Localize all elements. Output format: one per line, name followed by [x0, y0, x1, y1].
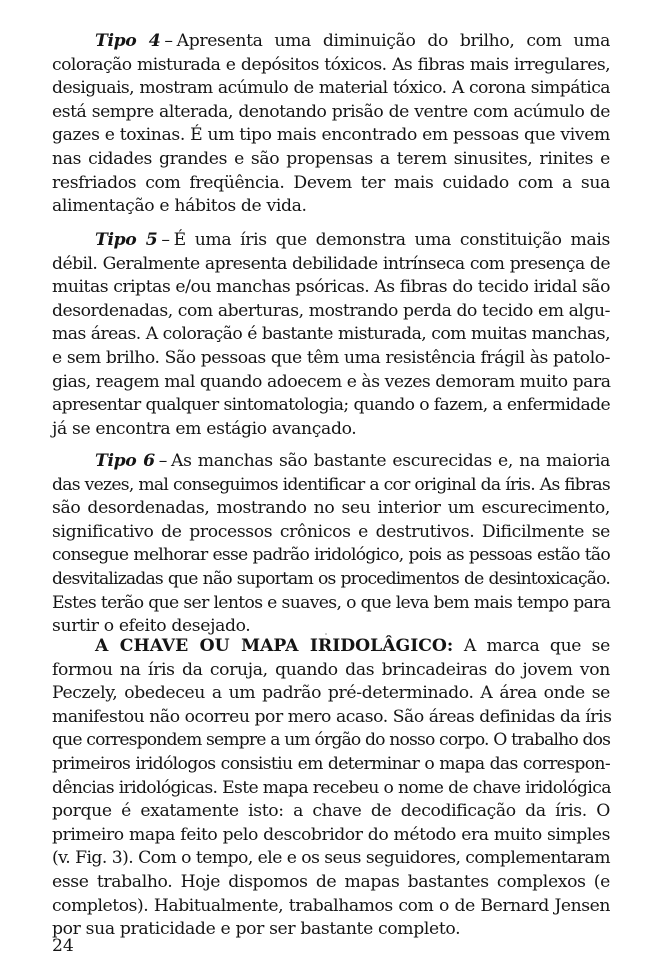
lead-separator-dash: – — [158, 451, 168, 471]
paragraph-tipo-6 — [52, 450, 610, 639]
paragraph-line: desiguais, mostram acúmulo de material tóxico. A corona simpática — [52, 78, 610, 99]
paragraph-line: já se encontra em estágio avançado. — [52, 418, 357, 439]
paragraph-line: resfriados com freqüência. Devem ter mais cuidado com a sua — [52, 172, 610, 193]
paragraph-line: esse trabalho. Hoje dispomos de mapas bastantes complexos (e — [52, 871, 610, 892]
paragraph-line: desvitalizadas que não suportam os procedimentos de desintoxicação. — [52, 568, 610, 589]
paragraph-line: porque é exatamente isto: a chave de decodificação da íris. O — [52, 801, 610, 822]
paragraph-lead-heading: A CHAVE OU MAPA IRIDOLÂGICO: — [95, 636, 454, 656]
paragraph-tipo-4 — [52, 30, 610, 219]
paragraph-line: surtir o efeito desejado. — [52, 616, 251, 637]
paragraph-lead-heading: Tipo 4 — [95, 31, 161, 51]
paragraph-first-line — [52, 229, 610, 253]
paragraph-line: muitas criptas e/ou manchas psóricas. As fibras do tecido iridal são — [52, 277, 610, 298]
paragraph-line: primeiro mapa feito pelo descobridor do método era muito simples — [52, 824, 610, 845]
paragraph-line-text: É uma íris que demonstra uma constituição mais — [173, 230, 610, 250]
paragraph-line: que correspondem sempre a um órgão do nosso corpo. O trabalho dos — [52, 730, 611, 751]
paragraph-line: gias, reagem mal quando adoecem e às vezes demoram muito para — [52, 371, 611, 392]
paragraph-lead-heading: Tipo 5 — [95, 230, 158, 250]
paragraph-line: consegue melhorar esse padrão iridológico, pois as pessoas estão tão — [52, 545, 610, 566]
paragraph-line: alimentação e hábitos de vida. — [52, 196, 307, 217]
paragraph-line: desordenadas, com aberturas, mostrando perda do tecido em algu- — [52, 300, 610, 321]
paragraph-line: manifestou não ocorreu por mero acaso. São áreas definidas da íris — [52, 706, 612, 727]
paragraph-line: Estes terão que ser lentos e suaves, o que leva bem mais tempo para — [52, 592, 611, 613]
paragraph-line: nas cidades grandes e são propensas a terem sinusites, rinites e — [52, 148, 610, 169]
paragraph-line: e sem brilho. São pessoas que têm uma resistência frágil às patolo- — [52, 347, 610, 368]
scan-speck — [325, 633, 327, 635]
paragraph-line: dências iridológicas. Este mapa recebeu o nome de chave iridológica — [52, 777, 611, 798]
paragraph-line: gazes e toxinas. É um tipo mais encontrado em pessoas que vivem — [52, 125, 610, 146]
paragraph-line: está sempre alterada, denotando prisão de ventre com acúmulo de — [52, 101, 610, 122]
paragraph-line: Peczely, obedeceu a um padrão pré-determinado. A área onde se — [52, 683, 610, 704]
paragraph-line: mas áreas. A coloração é bastante misturada, com muitas manchas, — [52, 324, 610, 345]
paragraph-line: coloração misturada e depósitos tóxicos. As fibras mais irregulares, — [52, 54, 610, 75]
paragraph-line: (v. Fig. 3). Com o tempo, ele e os seus seguidores, complementaram — [52, 848, 611, 869]
paragraph-line: são desordenadas, mostrando no seu interior um escurecimento, — [52, 498, 610, 519]
paragraph-chave-iridologica — [52, 635, 610, 942]
paragraph-line: formou na íris da coruja, quando das brincadeiras do jovem von — [52, 659, 610, 680]
paragraph-line: significativo de processos crônicos e destrutivos. Dificilmente se — [52, 521, 610, 542]
paragraph-first-line — [52, 450, 610, 474]
paragraph-line: primeiros iridólogos consistiu em determinar o mapa das correspon- — [52, 753, 610, 774]
paragraph-first-line — [52, 30, 610, 54]
page-number: 24 — [52, 936, 74, 956]
lead-separator-dash: – — [164, 31, 173, 51]
paragraph-line: completos). Habitualmente, trabalhamos com o de Bernard Jensen — [52, 895, 610, 916]
lead-separator-dash: – — [161, 230, 170, 250]
paragraph-line: apresentar qualquer sintomatologia; quando o fazem, a enfermidade — [52, 395, 610, 416]
paragraph-line-text: A marca que se — [463, 636, 610, 656]
paragraph-line-text: Apresenta uma diminuição do brilho, com uma — [176, 31, 610, 51]
paragraph-first-line — [52, 635, 610, 659]
paragraph-line-text: As manchas são bastante escurecidas e, na maioria — [171, 451, 610, 471]
paragraph-lead-heading: Tipo 6 — [95, 451, 155, 471]
paragraph-line: por sua praticidade e por ser bastante completo. — [52, 919, 461, 940]
paragraph-line: débil. Geralmente apresenta debilidade intrínseca com presença de — [52, 253, 610, 274]
paragraph-tipo-5 — [52, 229, 610, 441]
paragraph-line: das vezes, mal conseguimos identificar a cor original da íris. As fibras — [52, 474, 610, 495]
